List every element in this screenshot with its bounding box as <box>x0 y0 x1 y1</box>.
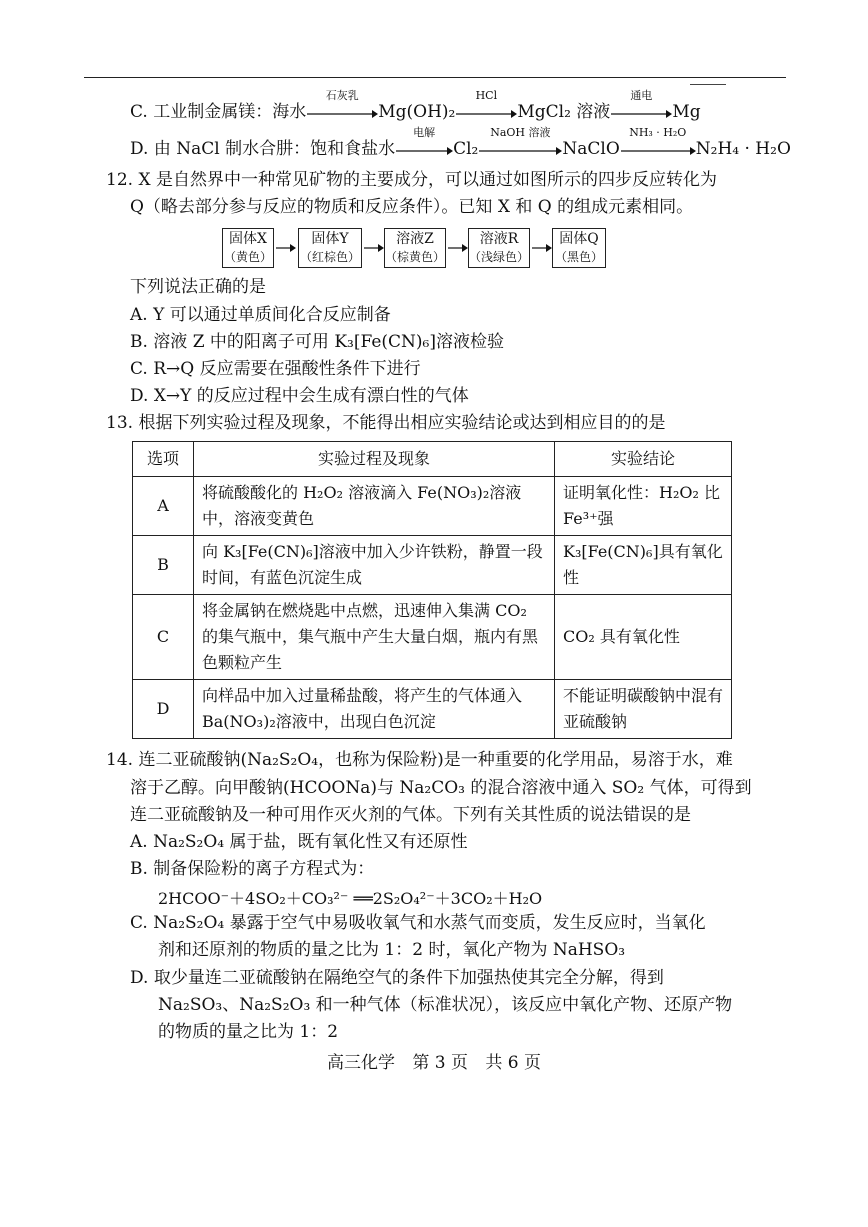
q11-d-mid1: Cl₂ <box>453 139 479 159</box>
q11-c-prefix: C. 工业制金属镁：海水 <box>130 102 307 122</box>
arrow-label: NaOH 溶液 <box>490 126 551 139</box>
flow-arrow-icon <box>447 242 469 254</box>
reaction-arrow <box>620 126 696 159</box>
arrow-label: 石灰乳 <box>325 89 359 102</box>
q14-ionic-equation: 2HCOO⁻＋4SO₂＋CO₃²⁻ ══2S₂O₄²⁻＋3CO₂＋H₂O <box>158 889 543 908</box>
q13-stem <box>106 413 665 433</box>
top-rule <box>84 77 786 78</box>
table-cell-option: C <box>133 595 194 680</box>
footer-subject: 高三化学 <box>326 1053 395 1073</box>
table-cell-option: B <box>133 536 194 595</box>
flow-arrow-icon <box>363 242 385 254</box>
arrow-label: HCl <box>475 89 498 102</box>
q14-option-c-line1: C. Na₂S₂O₄ 暴露于空气中易吸收氧气和水蒸气而变质，发生反应时，当氧化 <box>130 913 706 933</box>
table-row <box>133 595 732 680</box>
flow-arrow-icon <box>275 242 297 254</box>
table-row <box>133 536 732 595</box>
flow-box-color: （浅绿色） <box>469 250 530 264</box>
arrow-label: 电解 <box>413 126 436 139</box>
q11-c-mid2: MgCl₂ 溶液 <box>517 102 611 122</box>
flow-box-color: （红棕色） <box>299 250 360 264</box>
q12-stem-line2: Q（略去部分参与反应的物质和反应条件）。已知 X 和 Q 的组成元素相同。 <box>130 197 694 217</box>
table-cell-process: 向 K₃[Fe(CN)₆]溶液中加入少许铁粉，静置一段时间，有蓝色沉淀生成 <box>194 536 555 595</box>
table-header-row <box>133 442 732 477</box>
flow-box-color: （黑色） <box>554 250 603 264</box>
question-number: 13. <box>106 413 134 433</box>
q12-option-c: C. R→Q 反应需要在强酸性条件下进行 <box>130 359 421 379</box>
q14-stem-line1 <box>106 750 733 770</box>
q11-d-prefix: D. 由 NaCl 制水合肼：饱和食盐水 <box>130 139 396 159</box>
table-row <box>133 680 732 739</box>
reaction-arrow <box>395 126 453 159</box>
page-footer <box>0 1048 868 1073</box>
table-cell-option: D <box>133 680 194 739</box>
arrow-label: 通电 <box>630 89 653 102</box>
q14-option-d-line1: D. 取少量连二亚硫酸钠在隔绝空气的条件下加强热使其完全分解，得到 <box>130 968 664 988</box>
q11-d-mid2: NaClO <box>562 139 620 159</box>
table-cell-process: 将金属钠在燃烧匙中点燃，迅速伸入集满 CO₂ 的集气瓶中，集气瓶中产生大量白烟，瓶内有黑色颗粒产生 <box>194 595 555 680</box>
table-row <box>133 477 732 536</box>
flow-box-name: 溶液Z <box>396 231 434 247</box>
q11-c-mid1: Mg(OH)₂ <box>378 102 456 122</box>
q14-stem-line3: 连二亚硫酸钠及一种可用作灭火剂的气体。下列有关其性质的说法错误的是 <box>130 805 691 825</box>
footer-page-number: 第 3 页 <box>412 1053 468 1073</box>
table-cell-conclusion: CO₂ 具有氧化性 <box>555 595 732 680</box>
q14-option-d-line3: 的物质的量之比为 1：2 <box>158 1022 339 1042</box>
flow-box-color: （棕黄色） <box>385 250 446 264</box>
arrow-label: NH₃ · H₂O <box>629 126 687 139</box>
q11-c-end: Mg <box>672 102 701 122</box>
table-header-cell: 实验过程及现象 <box>194 442 555 477</box>
table-header-cell: 选项 <box>133 442 194 477</box>
q12-option-b: B. 溶液 Z 中的阳离子可用 K₃[Fe(CN)₆]溶液检验 <box>130 332 504 352</box>
q11-option-d <box>130 126 791 159</box>
q14-stem-line2: 溶于乙醇。向甲酸钠(HCOONa)与 Na₂CO₃ 的混合溶液中通入 SO₂ 气体，可得到 <box>130 778 752 798</box>
q14-option-d-line2: Na₂SO₃、Na₂S₂O₃ 和一种气体（标准状况），该反应中氧化产物、还原产物 <box>158 995 733 1015</box>
footer-total-pages: 共 6 页 <box>485 1053 542 1073</box>
flow-box-name: 固体X <box>229 231 267 247</box>
flow-arrow-icon <box>531 242 553 254</box>
q14-option-c-line2: 剂和还原剂的物质的量之比为 1：2 时，氧化产物为 NaHSO₃ <box>158 940 626 960</box>
q11-option-c <box>130 89 701 122</box>
q12-stem-line1 <box>106 170 717 190</box>
reaction-arrow <box>306 89 378 122</box>
q13-experiment-table <box>132 441 732 739</box>
flow-box-z <box>384 228 446 268</box>
flow-box-name: 固体Y <box>311 231 349 247</box>
flow-box-name: 溶液R <box>479 231 519 247</box>
table-header-cell: 实验结论 <box>555 442 732 477</box>
q12-stem1: X 是自然界中一种常见矿物的主要成分，可以通过如图所示的四步反应转化为 <box>138 170 717 190</box>
question-number: 14. <box>106 750 134 770</box>
q14-option-a: A. Na₂S₂O₄ 属于盐，既有氧化性又有还原性 <box>130 832 468 852</box>
table-cell-conclusion: 不能证明碳酸钠中混有亚硫酸钠 <box>555 680 732 739</box>
flow-box-color: （黄色） <box>223 250 272 264</box>
table-cell-process: 将硫酸酸化的 H₂O₂ 溶液滴入 Fe(NO₃)₂溶液中，溶液变黄色 <box>194 477 555 536</box>
q12-option-a: A. Y 可以通过单质间化合反应制备 <box>130 305 391 325</box>
q11-d-end: N₂H₄ · H₂O <box>695 139 791 159</box>
table-cell-conclusion: K₃[Fe(CN)₆]具有氧化性 <box>555 536 732 595</box>
q12-ask: 下列说法正确的是 <box>130 277 266 297</box>
question-number: 12. <box>106 170 134 190</box>
table-cell-option: A <box>133 477 194 536</box>
flow-box-x <box>222 228 274 268</box>
q14-option-b: B. 制备保险粉的离子方程式为： <box>130 859 375 879</box>
flow-box-y <box>298 228 362 268</box>
table-cell-process: 向样品中加入过量稀盐酸，将产生的气体通入 Ba(NO₃)₂溶液中，出现白色沉淀 <box>194 680 555 739</box>
flow-box-q <box>552 228 606 268</box>
top-tick-mark <box>690 84 726 85</box>
reaction-arrow <box>478 126 562 159</box>
flow-box-r <box>468 228 530 268</box>
q14-stem1: 连二亚硫酸钠(Na₂S₂O₄，也称为保险粉)是一种重要的化学用品，易溶于水，难 <box>138 750 733 770</box>
reaction-arrow <box>610 89 672 122</box>
q12-option-d: D. X→Y 的反应过程中会生成有漂白性的气体 <box>130 386 469 406</box>
q13-stem-text: 根据下列实验过程及现象，不能得出相应实验结论或达到相应目的的是 <box>138 413 666 433</box>
reaction-arrow <box>455 89 517 122</box>
table-cell-conclusion: 证明氧化性：H₂O₂ 比 Fe³⁺强 <box>555 477 732 536</box>
flow-box-name: 固体Q <box>559 231 599 247</box>
